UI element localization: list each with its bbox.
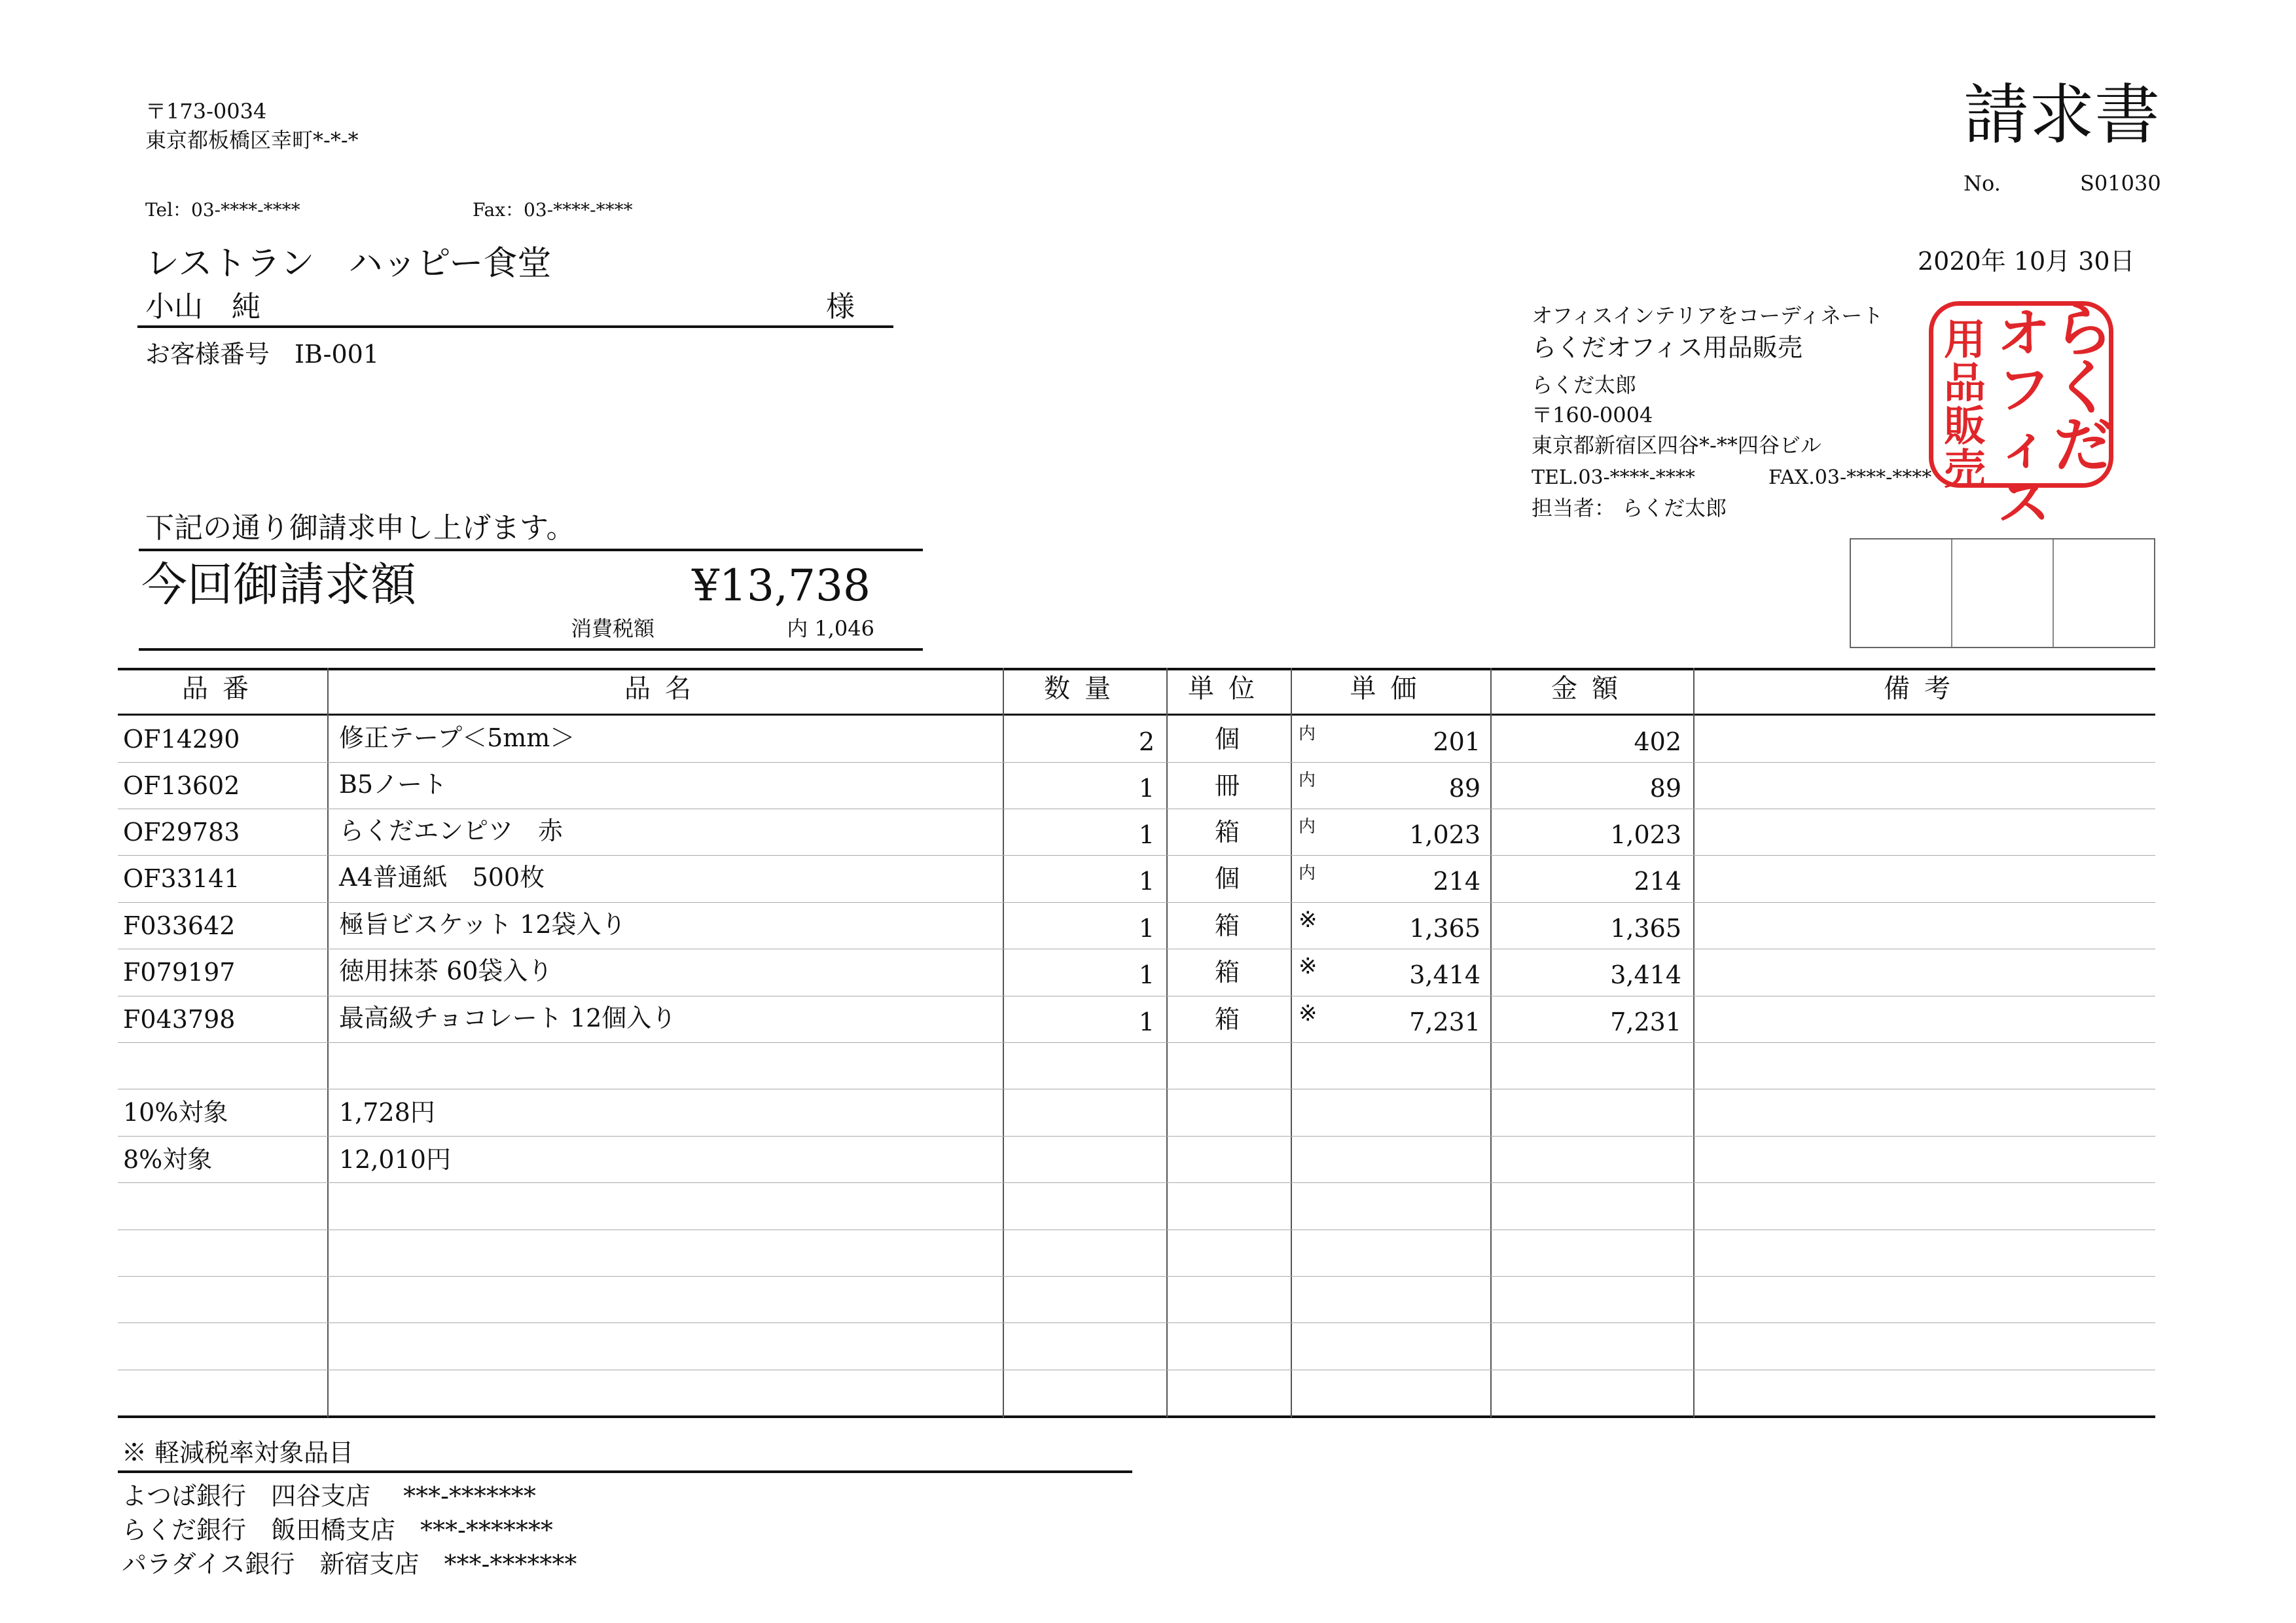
- invoice-no-value: S01030: [2080, 171, 2161, 196]
- issuer-fax: FAX.03-****-****: [1768, 466, 1932, 489]
- header-price: 単価: [1350, 674, 1431, 704]
- issuer-tagline: オフィスインテリアをコーディネート: [1532, 303, 1884, 328]
- row-qty: 1: [1138, 960, 1155, 989]
- bank-line: らくだ銀行 飯田橋支店 ***-*******: [122, 1516, 553, 1544]
- row-code: OF29783: [123, 818, 240, 847]
- company-seal-stamp: [1929, 296, 2113, 533]
- row-name: らくだエンピツ 赤: [339, 816, 564, 845]
- total-underline: [139, 648, 923, 651]
- invoice-date: 2020年 10月 30日: [1918, 247, 2135, 276]
- issuer-postal: 〒160-0004: [1532, 403, 1653, 428]
- row-qty: 1: [1138, 774, 1155, 803]
- row-qty: 1: [1138, 1008, 1155, 1036]
- intro-underline: [139, 549, 923, 551]
- bank-line: よつば銀行 四谷支店 ***-*******: [122, 1482, 536, 1510]
- row-name: A4普通紙 500枚: [339, 863, 545, 892]
- row-tax-mark: 内: [1299, 724, 1316, 744]
- row-price: 214: [1433, 867, 1480, 896]
- row-price: 201: [1433, 727, 1480, 756]
- sender-fax: Fax：03-****-****: [473, 199, 633, 221]
- invoice-intro: 下記の通り御請求申し上げます。: [145, 511, 575, 545]
- row-line: [118, 902, 2155, 903]
- row-tax-mark: ※: [1299, 907, 1318, 933]
- row-unit: 個: [1214, 725, 1240, 754]
- footer-underline: [118, 1470, 1132, 1473]
- reduced-tax-note: ※ 軽減税率対象品目: [122, 1438, 354, 1467]
- sender-address: 東京都板橋区幸町*-*-*: [145, 128, 359, 153]
- customer-person: 小山 純: [145, 290, 260, 323]
- row-unit: 冊: [1214, 771, 1240, 800]
- invoice-title: 請求書: [1964, 77, 2160, 153]
- row-line: [118, 1182, 2155, 1183]
- items-table: [118, 668, 2155, 1417]
- row-unit: 個: [1214, 864, 1240, 893]
- tax10-label: 10%対象: [123, 1098, 228, 1127]
- stamp-col-3: ら く だ: [2054, 296, 2113, 480]
- total-label: 今回御請求額: [141, 558, 416, 611]
- row-amount: 3,414: [1610, 960, 1681, 989]
- row-line: [118, 1136, 2155, 1137]
- row-qty: 1: [1138, 820, 1155, 849]
- tax-value: 内 1,046: [787, 616, 874, 641]
- header-unit: 単位: [1188, 674, 1269, 704]
- row-qty: 1: [1138, 914, 1155, 943]
- tax8-label: 8%対象: [123, 1145, 213, 1174]
- total-value: ¥13,738: [692, 560, 870, 611]
- issuer-contact: 担当者： らくだ太郎: [1532, 496, 1727, 520]
- row-tax-mark: 内: [1299, 864, 1316, 883]
- row-code: OF13602: [123, 771, 240, 800]
- row-price: 3,414: [1409, 960, 1480, 989]
- sender-tel: Tel：03-****-****: [145, 199, 300, 221]
- row-unit: 箱: [1214, 911, 1240, 940]
- row-unit: 箱: [1214, 818, 1240, 847]
- row-line: [118, 1322, 2155, 1323]
- approval-box: [2054, 539, 2154, 647]
- header-remarks: 備考: [1884, 674, 1965, 704]
- customer-company: レストラン ハッピー食堂: [145, 244, 552, 283]
- issuer-person: らくだ太郎: [1532, 373, 1637, 397]
- header-code: 品番: [182, 674, 263, 704]
- tax10-value: 1,728円: [339, 1098, 435, 1127]
- stamp-col-1: 用 品 販 売: [1944, 316, 1986, 494]
- row-price: 1,023: [1409, 820, 1480, 849]
- table-header-divider: [118, 714, 2155, 716]
- approval-box: [1952, 539, 2054, 647]
- invoice-no-label: No.: [1964, 171, 2001, 196]
- row-code: OF33141: [123, 864, 240, 893]
- row-line: [118, 1042, 2155, 1043]
- row-tax-mark: 内: [1299, 817, 1316, 837]
- row-amount: 1,023: [1610, 820, 1681, 849]
- row-name: 徳用抹茶 60袋入り: [339, 957, 553, 985]
- row-amount: 89: [1649, 774, 1681, 803]
- approval-boxes: [1850, 538, 2155, 648]
- row-name: B5ノート: [339, 770, 447, 799]
- row-line: [118, 855, 2155, 856]
- row-price: 1,365: [1409, 914, 1480, 943]
- row-amount: 214: [1634, 867, 1681, 896]
- row-qty: 1: [1138, 867, 1155, 896]
- row-code: F043798: [123, 1005, 236, 1034]
- row-amount: 402: [1634, 727, 1681, 756]
- table-bottom-border: [118, 1415, 2155, 1418]
- row-tax-mark: 内: [1299, 771, 1316, 790]
- row-unit: 箱: [1214, 958, 1240, 987]
- header-qty: 数量: [1044, 674, 1125, 704]
- tax8-value: 12,010円: [339, 1145, 451, 1174]
- honorific: 様: [826, 290, 855, 323]
- tax-label: 消費税額: [571, 616, 655, 641]
- header-amount: 金額: [1551, 674, 1632, 704]
- customer-number: お客様番号 IB-001: [145, 340, 380, 369]
- bank-line: パラダイス銀行 新宿支店 ***-*******: [122, 1550, 577, 1578]
- approval-box: [1851, 539, 1952, 647]
- row-amount: 1,365: [1610, 914, 1681, 943]
- row-code: OF14290: [123, 725, 240, 754]
- sender-postal: 〒173-0034: [145, 99, 267, 124]
- issuer-company: らくだオフィス用品販売: [1532, 333, 1803, 362]
- row-price: 89: [1448, 774, 1480, 803]
- header-name: 品名: [624, 674, 706, 704]
- row-unit: 箱: [1214, 1005, 1240, 1034]
- row-code: F033642: [123, 911, 236, 940]
- row-tax-mark: ※: [1299, 953, 1318, 979]
- table-top-border: [118, 668, 2155, 670]
- row-line: [118, 1276, 2155, 1277]
- issuer-address: 東京都新宿区四谷*-**四谷ビル: [1532, 433, 1821, 458]
- customer-underline: [137, 325, 893, 328]
- row-amount: 7,231: [1610, 1008, 1681, 1036]
- row-code: F079197: [123, 958, 236, 987]
- row-qty: 2: [1138, 727, 1155, 756]
- stamp-col-2: オ フ ィ ス: [1998, 303, 2050, 533]
- row-name: 最高級チョコレート 12個入り: [339, 1004, 677, 1032]
- row-tax-mark: ※: [1299, 1000, 1318, 1027]
- issuer-tel: TEL.03-****-****: [1532, 466, 1695, 489]
- row-price: 7,231: [1409, 1008, 1480, 1036]
- row-name: 修正テープ＜5mm＞: [339, 723, 575, 752]
- row-name: 極旨ビスケット 12袋入り: [339, 910, 626, 939]
- row-line: [118, 762, 2155, 763]
